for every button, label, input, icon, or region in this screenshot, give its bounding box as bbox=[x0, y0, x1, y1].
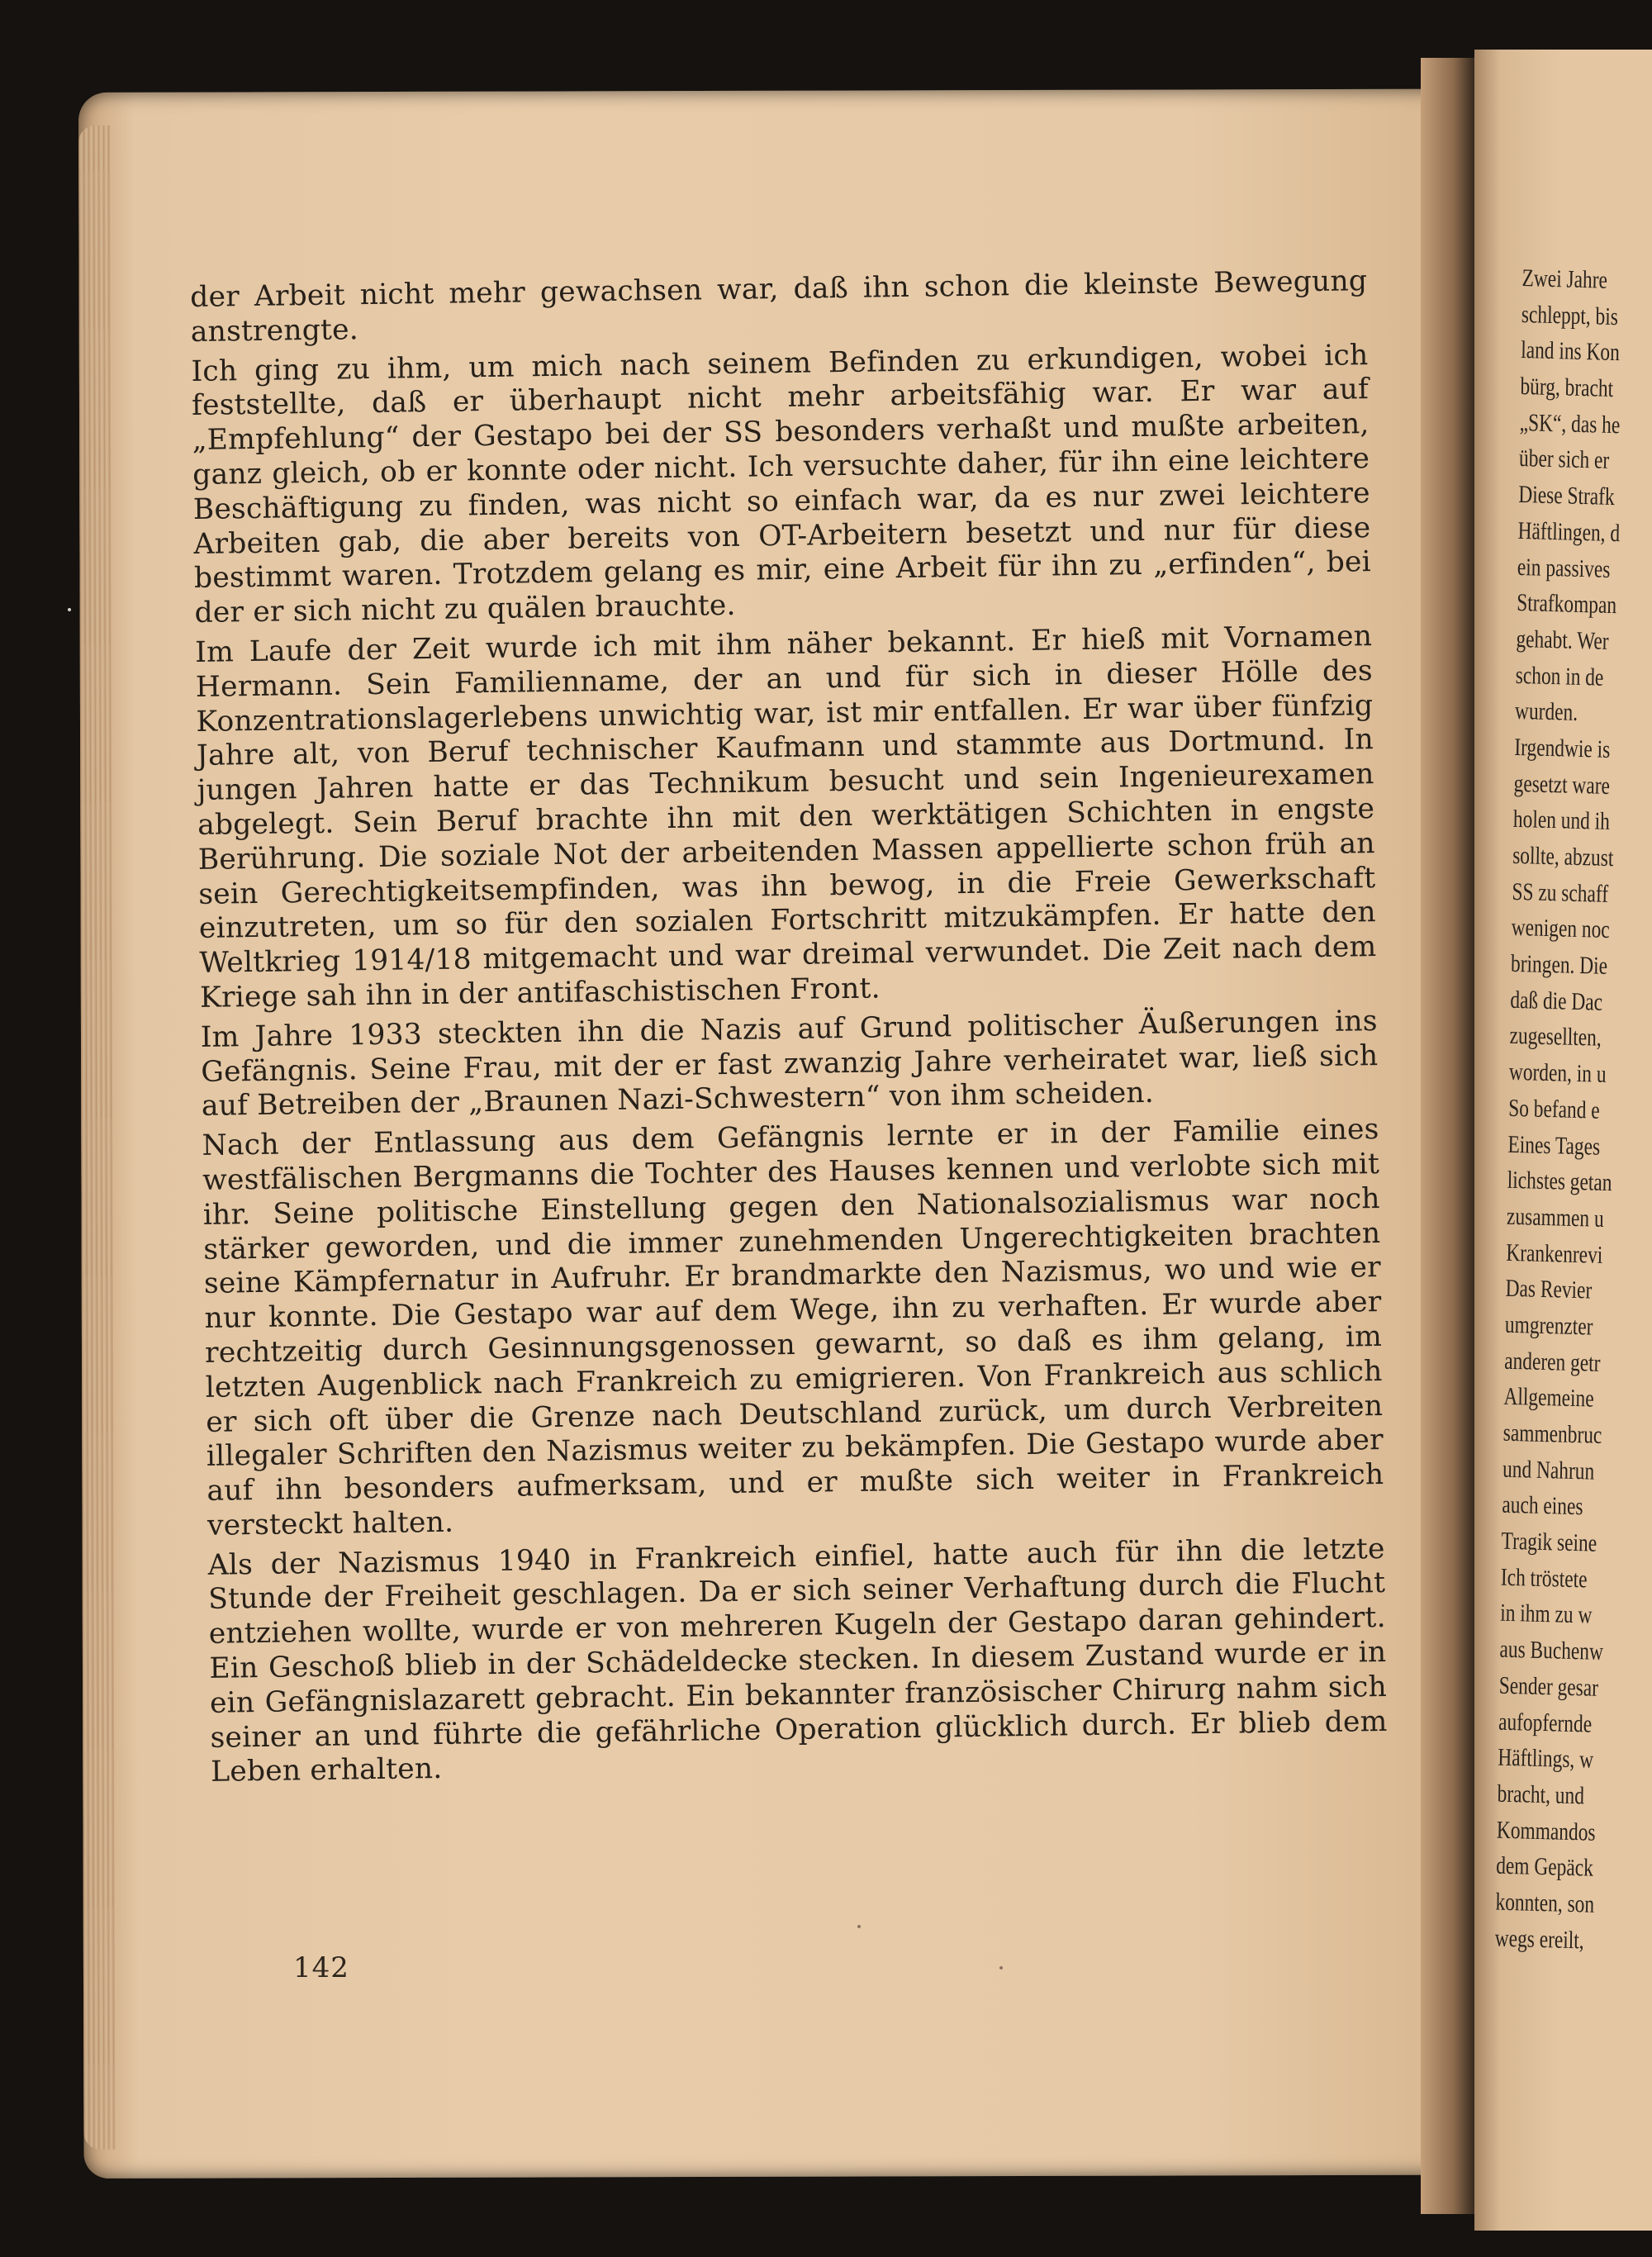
paper-speck bbox=[68, 608, 71, 611]
facing-page-line: Zwei Jahre bbox=[1521, 264, 1608, 294]
facing-page-line: lichstes getan bbox=[1507, 1166, 1612, 1197]
facing-page-line: Ich tröstete bbox=[1500, 1563, 1588, 1594]
paragraph: Im Laufe der Zeit wurde ich mit ihm näher bekannt. Er hieß mit Vornamen Hermann. Sein Familienname, der an und für sich in dieser Hölle des Konzentrationslagerlebens unwichtig war, ist mir entfallen. Er war über fünfzig Jahre alt, von Beruf technischer Kaufmann und stammte aus Dortmund. In jungen Jahren hatte er das Technikum besucht und sein Ingenieurexamen abgelegt. Sein Beruf brachte ihn mit den werktätigen Schichten in engste Berührung. Die soziale Not der arbeitenden Massen appellierte schon früh an sein Gerechtigkeitsempfinden, was ihn bewog, in die Freie Gewerkschaft einzutreten, um so für den sozialen Fortschritt mitzukämpfen. Er hatte den Weltkrieg 1914/18 mitgemacht und war dreimal verwundet. Die Zeit nach dem Kriege sah ihn in der antifaschistischen Front. bbox=[195, 620, 1377, 1014]
facing-page-line: land ins Kon bbox=[1520, 336, 1621, 367]
facing-page-line: So befand e bbox=[1507, 1094, 1600, 1124]
paragraph: der Arbeit nicht mehr gewachsen war, daß ihn schon die kleinste Bewegung anstrengte. bbox=[190, 264, 1368, 349]
facing-page-line: SS zu schaff bbox=[1512, 877, 1609, 908]
paper-speck bbox=[999, 1966, 1003, 1970]
facing-page-line: „SK“, das he bbox=[1519, 408, 1621, 439]
facing-page-line: wenigen noc bbox=[1511, 914, 1610, 944]
facing-page-line: konnten, son bbox=[1495, 1888, 1595, 1918]
facing-page-line: gehabt. Wer bbox=[1516, 625, 1609, 655]
facing-page-line: Diese Strafk bbox=[1518, 481, 1615, 511]
facing-page-line: Tragik seine bbox=[1501, 1527, 1597, 1557]
paragraph: Im Jahre 1933 steckten ihn die Nazis auf Grund politischer Äußerungen ins Gefängnis. Seine Frau, mit der er fast zwanzig Jahre verheiratet war, ließ sich auf Betreiben der „Braunen Nazi-Schwestern“ von ihm scheiden. bbox=[200, 1004, 1379, 1124]
facing-page-line: sollte, abzust bbox=[1512, 841, 1614, 872]
facing-page-line: zusammen u bbox=[1506, 1202, 1604, 1233]
facing-page-line: über sich er bbox=[1518, 444, 1610, 475]
page-number: 142 bbox=[293, 1951, 349, 1984]
facing-page-line: worden, in u bbox=[1508, 1057, 1607, 1089]
facing-page-cropped bbox=[1474, 50, 1652, 2231]
facing-page-line: anderen getr bbox=[1503, 1347, 1601, 1377]
facing-page-line: wurden. bbox=[1514, 697, 1578, 727]
facing-page-line: auch eines bbox=[1502, 1491, 1583, 1521]
facing-page-line: Strafkompan bbox=[1516, 589, 1617, 620]
facing-page-line: Häftlingen, d bbox=[1517, 516, 1621, 548]
page-edge-stack bbox=[78, 126, 115, 2150]
facing-page-line: Allgemeine bbox=[1503, 1383, 1594, 1413]
paragraph: Nach der Entlassung aus dem Gefängnis lernte er in der Familie eines westfälischen Bergmanns die Tochter des Hauses kennen und verlobte sich mit ihr. Seine politische Einstellung gegen den Nationalsozialismus war noch stärker geworden, und die immer zunehmenden Ungerechtigkeiten brachten seine Kämpfernatur in Aufruhr. Er brandmarkte den Nazismus, wo und wie er nur konnte. Die Gestapo war auf dem Wege, ihn zu verhaften. Er wurde aber rechtzeitig durch Gesinnungsgenossen gewarnt, so daß es ihm gelang, im letzten Augenblick nach Frankreich zu emigrieren. Von Frankreich aus schlich er sich oft über die Grenze nach Deutschland zurück, um durch Verbreiten illegaler Schriften den Nazismus weiter zu bekämpfen. Die Gestapo wurde aber auf ihn besonders aufmerksam, und er mußte sich weiter in Frankreich versteckt halten. bbox=[202, 1113, 1384, 1542]
facing-page-line: in ihm zu w bbox=[1499, 1599, 1593, 1630]
facing-page-line: dem Gepäck bbox=[1495, 1851, 1594, 1882]
facing-page-line: zugesellten, bbox=[1509, 1022, 1602, 1052]
facing-page-line: bracht, und bbox=[1497, 1779, 1585, 1810]
paper-speck bbox=[857, 1925, 861, 1928]
facing-page-line: Eines Tages bbox=[1507, 1130, 1601, 1161]
paragraph: Als der Nazismus 1940 in Frankreich einfiel, hatte auch für ihn die letzte Stunde der Freiheit geschlagen. Da er sich seiner Verhaftung durch die Flucht entziehen wollte, wurde er von mehreren Kugeln der Gestapo daran gehindert. Ein Geschoß blieb in der Schädeldecke stecken. In diesem Zustand wurde er in ein Gefängnislazarett gebracht. Ein bekannter französischer Chirurg nahm sich seiner an und führte die gefährliche Operation glücklich durch. Er blieb dem Leben erhalten. bbox=[207, 1532, 1388, 1789]
facing-page-line: Häftlings, w bbox=[1498, 1743, 1594, 1774]
facing-page-line: gesetzt ware bbox=[1513, 769, 1611, 800]
facing-page-line: wegs ereilt, bbox=[1494, 1924, 1584, 1955]
paragraph: Ich ging zu ihm, um mich nach seinem Befinden zu erkundigen, wobei ich feststellte, daß er überhaupt nicht mehr arbeitsfähig war. Er war auf „Empfehlung“ der Gestapo bei der SS besonders verhaßt und mußte arbeiten, ganz gleich, ob er konnte oder nicht. Ich versuchte daher, für ihn eine leichtere Beschäftigung zu finden, was nicht so einfach war, da es nur zwei leichtere Arbeiten gab, die aber bereits von OT-Arbeitern besetzt und nur für diese bestimmt waren. Trotzdem gelang es mir, eine Arbeit für ihn zu „erfinden“, bei der er sich nicht zu quälen brauchte. bbox=[191, 338, 1372, 630]
facing-page-line: und Nahrun bbox=[1502, 1455, 1595, 1485]
facing-page-line: daß die Dac bbox=[1510, 986, 1603, 1016]
facing-page-line: aus Buchenw bbox=[1499, 1635, 1604, 1666]
facing-page-line: bringen. Die bbox=[1510, 949, 1608, 981]
facing-page-line: bürg, bracht bbox=[1520, 373, 1614, 403]
facing-page-line: holen und ih bbox=[1512, 805, 1611, 836]
facing-page-line: umgrenzter bbox=[1504, 1310, 1593, 1341]
facing-page-line: Irgendwie is bbox=[1514, 733, 1611, 763]
facing-page-line: sammenbruc bbox=[1502, 1418, 1602, 1449]
facing-page-line: Das Revier bbox=[1505, 1274, 1593, 1304]
facing-page-text bbox=[1494, 260, 1652, 1963]
facing-page-line: schleppt, bis bbox=[1521, 300, 1619, 330]
facing-page-line: Sender gesar bbox=[1498, 1671, 1599, 1702]
facing-page-line: schon in de bbox=[1515, 661, 1604, 691]
facing-page-line: ein passives bbox=[1517, 553, 1611, 583]
page-body-text bbox=[190, 264, 1388, 1795]
facing-page-line: Kommandos bbox=[1496, 1816, 1596, 1846]
facing-page-line: Krankenrevi bbox=[1506, 1238, 1603, 1269]
facing-page-line: aufopfernde bbox=[1498, 1708, 1593, 1738]
